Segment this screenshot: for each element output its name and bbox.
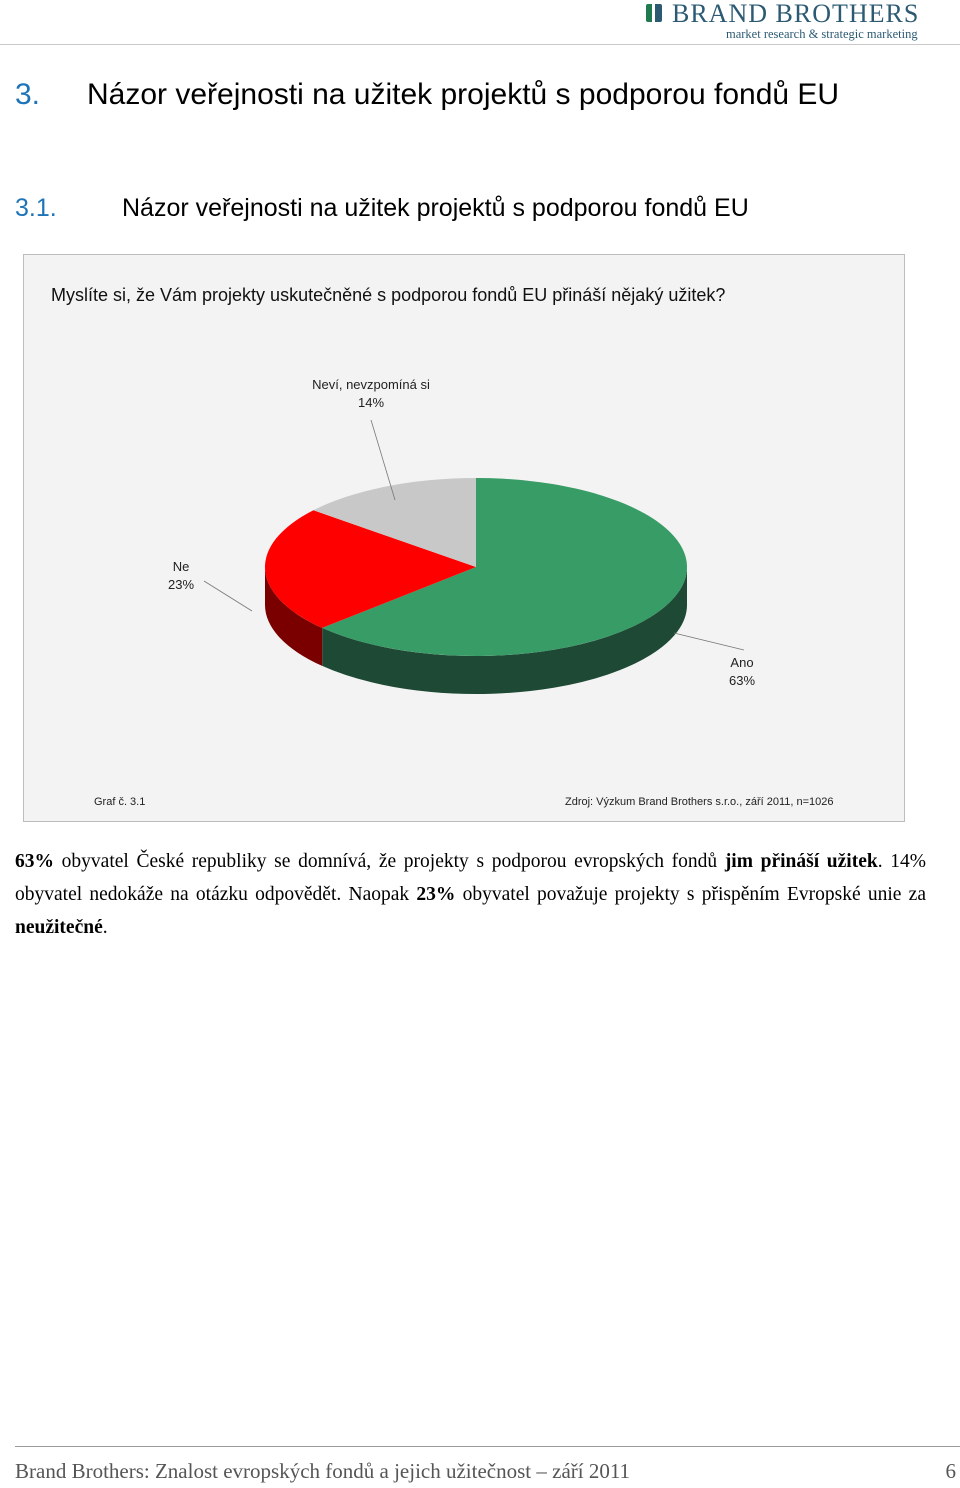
slice-label-name: Ne — [172, 559, 190, 574]
brand-name: BRAND BROTHERS — [672, 0, 920, 28]
summary-useless: neužitečné — [15, 917, 103, 938]
page-number: 6 — [945, 1459, 956, 1483]
summary-pct-yes: 63% — [15, 851, 54, 872]
slice-label-name: Neví, nevzpomíná si — [312, 377, 430, 392]
slice-label-name: Ano — [730, 655, 754, 670]
subsection-number: 3.1. — [15, 194, 57, 222]
brand-tagline: market research & strategic marketing — [726, 27, 918, 41]
brand-logo-icon — [644, 3, 664, 23]
slice-label-value: 23% — [167, 577, 195, 592]
leader-line-0 — [674, 633, 744, 650]
header-divider — [0, 44, 960, 45]
brand-logo — [644, 2, 944, 40]
summary-benefit: jim přináší užitek — [724, 851, 878, 872]
footer-divider — [15, 1446, 960, 1447]
leader-line-1 — [204, 581, 252, 611]
logo-leaf-left — [646, 4, 652, 22]
section-title: Názor veřejnosti na užitek projektů s podporou fondů EU — [87, 78, 840, 111]
subsection-heading — [15, 192, 749, 224]
summary-text-3: obyvatel považuje projekty s přispěním Evropské unie za — [455, 884, 926, 905]
logo-leaf-right — [655, 4, 662, 22]
slice-label-value: 14% — [357, 395, 385, 410]
summary-text-4: . — [102, 917, 108, 938]
chart-question: Myslíte si, že Vám projekty uskutečněné s podporou fondů EU přináší nějaký užitek? — [51, 285, 726, 305]
summary-text-1: obyvatel České republiky se domnívá, že projekty s podporou evropských fondů — [54, 851, 725, 872]
slice-label-value: 63% — [728, 673, 756, 688]
summary-text-2: . 14% obyvatel nedokáže na otázku odpovědět. Naopak — [15, 851, 926, 905]
chart-source: Zdroj: Výzkum Brand Brothers s.r.o., září 2011, n=1026 — [565, 796, 834, 808]
graph-label: Graf č. 3.1 — [94, 796, 146, 808]
pie-chart — [24, 255, 904, 821]
subsection-title: Názor veřejnosti na užitek projektů s podporou fondů EU — [122, 194, 749, 222]
summary-paragraph — [15, 845, 926, 944]
section-heading — [15, 72, 935, 118]
chart-panel — [23, 254, 905, 822]
footer-text: Brand Brothers: Znalost evropských fondů a jejich užitečnost – září 2011 — [15, 1459, 631, 1483]
section-number: 3. — [15, 78, 41, 111]
summary-pct-no: 23% — [416, 884, 456, 905]
